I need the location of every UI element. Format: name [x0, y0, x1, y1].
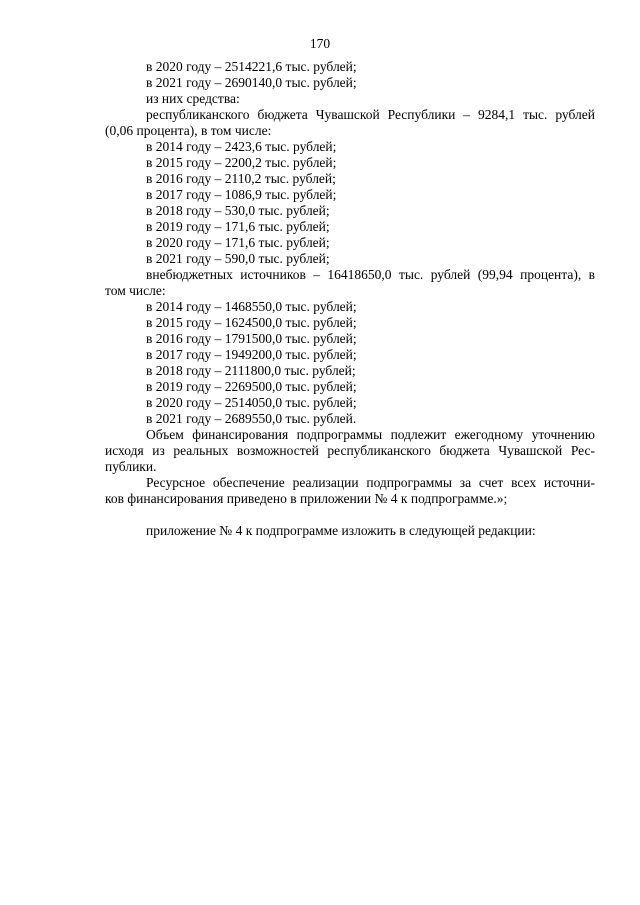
text-line: в 2019 году – 2269500,0 тыс. рублей; — [146, 379, 357, 394]
text-line: в 2021 году – 2690140,0 тыс. рублей; — [146, 75, 357, 90]
text-line: ков финансирования приведено в приложении № 4 к подпрограмме.»; — [105, 491, 508, 506]
text-line: в 2020 году – 171,6 тыс. рублей; — [146, 235, 330, 250]
text-line: в 2020 году – 2514050,0 тыс. рублей; — [146, 395, 357, 410]
text-line: (0,06 процента), в том числе: — [105, 123, 272, 138]
text-line: в 2017 году – 1949200,0 тыс. рублей; — [146, 347, 357, 362]
text-line: Объем финансирования подпрограммы подлежит ежегодному уточнению — [146, 427, 595, 442]
text-line: в 2018 году – 2111800,0 тыс. рублей; — [146, 363, 356, 378]
text-line: в 2014 году – 2423,6 тыс. рублей; — [146, 139, 337, 154]
text-line: в 2020 году – 2514221,6 тыс. рублей; — [146, 59, 357, 74]
text-line: республиканского бюджета Чувашской Республики – 9284,1 тыс. рублей — [146, 107, 595, 122]
text-line: в 2015 году – 2200,2 тыс. рублей; — [146, 155, 337, 170]
text-line: в 2018 году – 530,0 тыс. рублей; — [146, 203, 330, 218]
text-line: в 2019 году – 171,6 тыс. рублей; — [146, 219, 330, 234]
page-number: 170 — [309, 36, 331, 51]
text-line: публики. — [105, 459, 157, 474]
text-line: в 2016 году – 2110,2 тыс. рублей; — [146, 171, 336, 186]
text-line: в 2017 году – 1086,9 тыс. рублей; — [146, 187, 337, 202]
text-line: приложение № 4 к подпрограмме изложить в следующей редакции: — [146, 523, 536, 538]
text-line: из них средства: — [146, 91, 240, 106]
text-line: в 2015 году – 1624500,0 тыс. рублей; — [146, 315, 357, 330]
text-line: Ресурсное обеспечение реализации подпрограммы за счет всех источни- — [146, 475, 595, 490]
text-line: в 2021 году – 2689550,0 тыс. рублей. — [146, 411, 357, 426]
document-body — [105, 59, 595, 539]
text-line: в 2014 году – 1468550,0 тыс. рублей; — [146, 299, 357, 314]
paragraph-spacer — [105, 507, 595, 523]
text-line: в 2016 году – 1791500,0 тыс. рублей; — [146, 331, 357, 346]
text-line: в 2021 году – 590,0 тыс. рублей; — [146, 251, 330, 266]
text-line: том числе: — [105, 283, 166, 298]
text-line: внебюджетных источников – 16418650,0 тыс. рублей (99,94 процента), в — [146, 267, 595, 282]
text-line: исходя из реальных возможностей республиканского бюджета Чувашской Рес- — [105, 443, 595, 458]
